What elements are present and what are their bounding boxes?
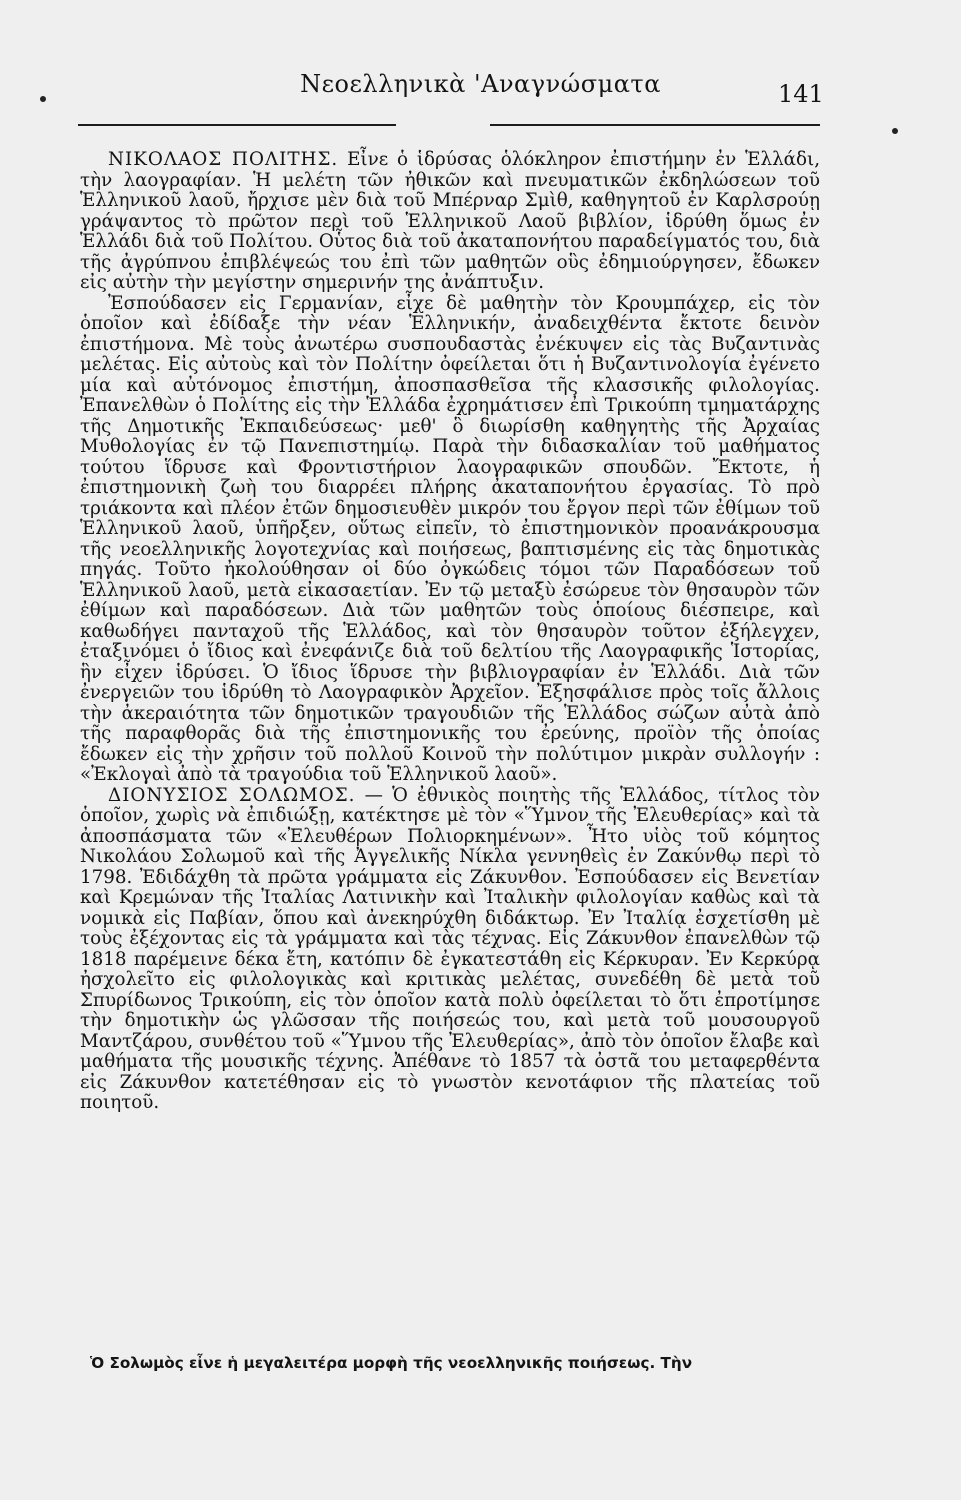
body-text [80, 150, 820, 1114]
header-rule-right [490, 124, 820, 126]
entry-name: ΝΙΚΟΛΑΟΣ ΠΟΛΙΤΗΣ. [108, 149, 339, 170]
paragraph [80, 786, 820, 1114]
page-number: 141 [778, 80, 824, 108]
entry-name: ΔΙΟΝΥΣΙΟΣ ΣΟΛΩΜΟΣ. [108, 784, 356, 806]
header-rule-left [78, 124, 396, 126]
paragraph-text: — Ὁ ἐθνικὸς ποιητὴς τῆς Ἑλλάδος, τίτλος τὸν ὁποῖον, χωρὶς νὰ ἐπιδιώξῃ, κατέκτησε μὲ τὸν «Ὕμνον τῆς Ἐλευθερίας» καὶ τὰ ἀποσπάσματα τῶν «Ἐλευθέρων Πολιορκημένων». Ἦτο υἱὸς τοῦ κόμητος Νικολάου Σολωμοῦ καὶ τῆς Ἀγγελικῆς Νίκλα γεννηθεὶς ἐν Ζακύνθῳ περὶ τὸ 1798. Ἐδιδάχθη τὰ πρῶτα γράμματα εἰς Ζάκυνθον. Ἐσπούδασεν εἰς Βενετίαν καὶ Κρεμώναν τῆς Ἰταλίας Λατινικὴν καὶ Ἰταλικὴν φιλολογίαν καθὼς καὶ τὰ νομικὰ εἰς Παβίαν, ὅπου καὶ ἀνεκηρύχθη διδάκτωρ. Ἐν Ἰταλίᾳ ἐσχετίσθη μὲ τοὺς ἐξέχοντας εἰς τὰ γράμματα καὶ τὰς τέχνας. Εἰς Ζάκυνθον ἐπανελθὼν τῷ 1818 παρέμεινε δέκα ἔτη, κατόπιν δὲ ἐγκατεστάθη εἰς Κέρκυραν. Ἐν Κερκύρᾳ ἠσχολεῖτο εἰς φιλολογικὰς καὶ κριτικὰς μελέτας, συνεδέθη δὲ μετὰ τοῦ Σπυρίδωνος Τρικούπη, εἰς τὸν ὁποῖον κατὰ πολὺ ὀφείλεται τὸ ὅτι ἐπροτίμησε τὴν δημοτικὴν ὡς γλῶσσαν τῆς ποιήσεώς του, καὶ μετὰ τοῦ μουσουργοῦ Μαντζάρου, συνθέτου τοῦ «Ὕμνου τῆς Ἐλευθερίας», ἀπὸ τὸν ὁποῖον ἔλαβε καὶ μαθήματα τῆς μουσικῆς τέχνης. Ἀπέθανε τὸ 1857 τὰ ὀστᾶ του μεταφερθέντα εἰς Ζάκυνθον κατετέθησαν εἰς τὸ γνωστὸν κενοτάφιον τῆς πλατείας τοῦ ποιητοῦ. [80, 784, 820, 1113]
running-header-title: Νεοελληνικὰ 'Αναγνώσματα [300, 70, 661, 98]
paragraph-text: Εἶνε ὁ ἱδρύσας ὁλόκληρον ἐπιστήμην ἐν Ἑλλάδι, τὴν λαογραφίαν. Ἡ μελέτη τῶν ἠθικῶν καὶ πνευματικῶν ἐκδηλώσεων τοῦ Ἑλληνικοῦ λαοῦ, ἤρχισε μὲν διὰ τοῦ Μπέρναρ Σμὶθ, καθηγητοῦ ἐν Καρλσρούῃ γράψαντος τὸ πρῶτον περὶ τοῦ Ἑλληνικοῦ Λαοῦ βιβλίον, ἱδρύθη ὅμως ἐν Ἑλλάδι διὰ τοῦ Πολίτου. Οὗτος διὰ τοῦ ἀκαταπονήτου παραδείγματός του, διὰ τῆς ἀγρύπνου ἐπιβλέψεώς του ἐπὶ τῶν μαθητῶν οὓς ἐδημιούργησεν, ἔδωκεν εἰς αὐτὴν τὴν μεγίστην σημερινήν της ἀνάπτυξιν. [80, 149, 821, 293]
closing-line: Ὁ Σολωμὸς εἶνε ἡ μεγαλειτέρα μορφὴ τῆς νεοελληνικῆς ποιήσεως. Τὴν [90, 1354, 693, 1372]
paragraph: Ἐσπούδασεν εἰς Γερμανίαν, εἶχε δὲ μαθητὴν τὸν Κρουμπάχερ, εἰς τὸν ὁποῖον καὶ ἐδίδαξε τὴν νέαν Ἑλληνικήν, ἀναδειχθέντα ἔκτοτε δεινὸν ἐπιστήμονα. Μὲ τοὺς ἀνωτέρω συσπουδαστὰς ἐνέκυψεν εἰς τὰς Βυζαντινὰς μελέτας. Εἰς αὐτοὺς καὶ τὸν Πολίτην ὀφείλεται ὅτι ἡ Βυζαντινολογία ἐγένετο μία καὶ αὐτόνομος ἐπιστήμη, ἀποσπασθεῖσα τῆς κλασσικῆς φιλολογίας. Ἐπανελθὼν ὁ Πολίτης εἰς τὴν Ἑλλάδα ἐχρημάτισεν ἐπὶ Τρικούπη τμηματάρχης τῆς Δημοτικῆς Ἐκπαιδεύσεως· μεθ' ὃ διωρίσθη καθηγητὴς τῆς Ἀρχαίας Μυθολογίας ἐν τῷ Πανεπιστημίῳ. Παρὰ τὴν διδασκαλίαν τοῦ μαθήματος τούτου ἵδρυσε καὶ Φροντιστήριον λαογραφικῶν σπουδῶν. Ἔκτοτε, ἡ ἐπιστημονικὴ ζωὴ του διαρρέει πλήρης ἀκαταπονήτου ἐργασίας. Τὸ πρὸ τριάκοντα καὶ πλέον ἐτῶν δημοσιευθὲν μικρόν του ἔργον περὶ τῶν ἐθίμων τοῦ Ἑλληνικοῦ λαοῦ, ὑπῆρξεν, οὕτως εἰπεῖν, τὸ ἐπιστημονικὸν προανάκρουσμα τῆς νεοελληνικῆς λογοτεχνίας καὶ ποιήσεως, βαπτισμένης εἰς τὰς δημοτικὰς πηγάς. Τοῦτο ἠκολούθησαν οἱ δύο ὀγκώδεις τόμοι τῶν Παραδόσεων τοῦ Ἑλληνικοῦ λαοῦ, μετὰ εἰκασαετίαν. Ἐν τῷ μεταξὺ ἐσώρευε τὸν θησαυρὸν τῶν ἐθίμων καὶ παραδόσεων. Διὰ τῶν μαθητῶν τοὺς ὁποίους διέσπειρε, καὶ καθωδήγει πανταχοῦ τῆς Ἑλλάδος, καὶ τὸν θησαυρὸν τοῦτον ἐξήλεγχεν, ἐταξινόμει ὁ ἴδιος καὶ ἐνεφάνιζε διὰ τοῦ δελτίου τῆς Λαογραφικῆς Ἱστορίας, ἣν εἶχεν ἱδρύσει. Ὁ ἴδιος ἵδρυσε τὴν βιβλιογραφίαν ἐν Ἑλλάδι. Διὰ τῶν ἐνεργειῶν του ἱδρύθη τὸ Λαογραφικὸν Ἀρχεῖον. Ἐξησφάλισε πρὸς τοῖς ἄλλοις τὴν ἀκεραιότητα τῶν δημοτικῶν τραγουδιῶν τῆς Ἑλλάδος σώζων αὐτὰ ἀπὸ τῆς παραφθορᾶς διὰ τῆς ἐπιστημονικῆς του ἐρεύνης, προϊὸν τῆς ὁποίας ἔδωκεν εἰς τὴν χρῆσιν τοῦ πολλοῦ Κοινοῦ τὴν πολύτιμον μικρὰν συλλογήν : «Ἐκλογαὶ ἀπὸ τὰ τραγούδια τοῦ Ἑλληνικοῦ λαοῦ». [80, 292, 820, 785]
ink-dot [892, 128, 898, 134]
paragraph [80, 150, 820, 294]
